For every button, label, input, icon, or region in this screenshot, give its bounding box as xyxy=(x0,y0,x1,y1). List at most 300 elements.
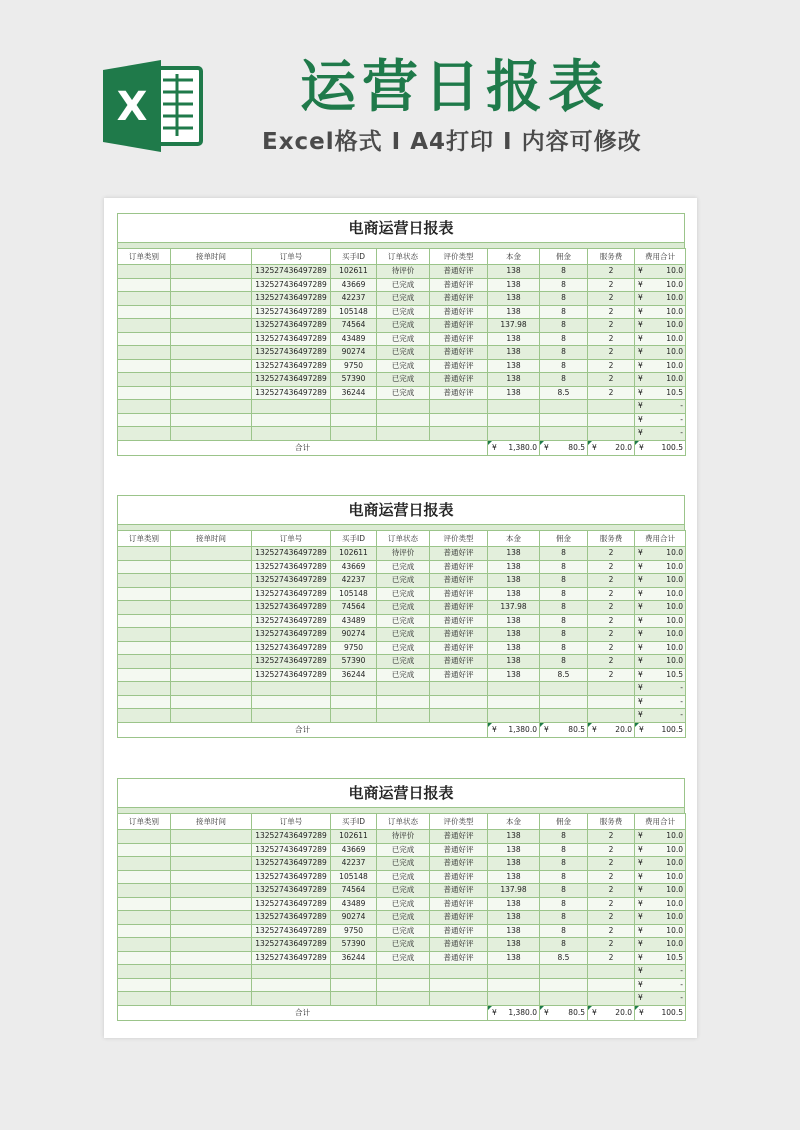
table-cell[interactable]: 普通好评 xyxy=(430,911,488,925)
table-cell[interactable] xyxy=(588,695,635,709)
table-cell[interactable] xyxy=(635,547,686,561)
table-cell[interactable] xyxy=(635,628,686,642)
table-cell[interactable] xyxy=(171,857,252,871)
table-cell[interactable] xyxy=(171,547,252,561)
table-cell[interactable]: 138 xyxy=(488,614,540,628)
table-cell[interactable] xyxy=(118,668,171,682)
table-cell[interactable] xyxy=(171,400,252,414)
table-cell[interactable] xyxy=(588,400,635,414)
table-cell[interactable]: 8 xyxy=(540,924,588,938)
table-cell[interactable] xyxy=(118,278,171,292)
table-cell[interactable] xyxy=(430,427,488,441)
table-cell[interactable] xyxy=(430,965,488,979)
table-cell[interactable]: 待评价 xyxy=(377,547,430,561)
table-cell[interactable]: 138 xyxy=(488,574,540,588)
table-cell[interactable] xyxy=(118,265,171,279)
table-cell[interactable] xyxy=(377,413,430,427)
table-cell[interactable] xyxy=(635,897,686,911)
table-cell[interactable] xyxy=(488,978,540,992)
table-cell[interactable]: 8 xyxy=(540,332,588,346)
table-cell[interactable]: 2 xyxy=(588,614,635,628)
total-commission[interactable] xyxy=(540,1005,588,1020)
table-cell[interactable]: 42237 xyxy=(331,292,377,306)
total-commission[interactable] xyxy=(540,440,588,455)
table-cell[interactable] xyxy=(118,373,171,387)
table-cell[interactable]: 137.98 xyxy=(488,601,540,615)
total-total[interactable] xyxy=(635,440,686,455)
table-cell[interactable]: 普通好评 xyxy=(430,938,488,952)
table-cell[interactable] xyxy=(488,992,540,1006)
table-cell[interactable]: 普通好评 xyxy=(430,870,488,884)
table-cell[interactable] xyxy=(252,682,331,696)
table-cell[interactable] xyxy=(377,682,430,696)
table-cell[interactable]: 132527436497289 xyxy=(252,319,331,333)
table-cell[interactable]: 138 xyxy=(488,911,540,925)
table-cell[interactable] xyxy=(331,427,377,441)
table-cell[interactable]: 138 xyxy=(488,560,540,574)
table-cell[interactable]: 138 xyxy=(488,668,540,682)
table-cell[interactable]: 8.5 xyxy=(540,951,588,965)
total-principal[interactable] xyxy=(488,722,540,737)
table-cell[interactable] xyxy=(588,992,635,1006)
table-cell[interactable]: 138 xyxy=(488,830,540,844)
total-service[interactable] xyxy=(588,1005,635,1020)
table-cell[interactable] xyxy=(635,574,686,588)
table-cell[interactable] xyxy=(635,857,686,871)
table-cell[interactable]: 8.5 xyxy=(540,386,588,400)
table-cell[interactable]: 2 xyxy=(588,305,635,319)
table-cell[interactable]: 43489 xyxy=(331,897,377,911)
table-cell[interactable]: 132527436497289 xyxy=(252,830,331,844)
table-cell[interactable] xyxy=(118,305,171,319)
table-cell[interactable]: 普通好评 xyxy=(430,830,488,844)
table-cell[interactable]: 132527436497289 xyxy=(252,614,331,628)
table-cell[interactable]: 已完成 xyxy=(377,951,430,965)
table-cell[interactable]: 9750 xyxy=(331,359,377,373)
table-cell[interactable]: 8 xyxy=(540,655,588,669)
table-cell[interactable] xyxy=(540,413,588,427)
table-cell[interactable] xyxy=(635,843,686,857)
table-cell[interactable]: 43489 xyxy=(331,332,377,346)
table-cell[interactable]: 132527436497289 xyxy=(252,668,331,682)
table-cell[interactable] xyxy=(171,614,252,628)
table-cell[interactable] xyxy=(171,884,252,898)
table-cell[interactable] xyxy=(635,265,686,279)
table-cell[interactable]: 2 xyxy=(588,897,635,911)
table-cell[interactable] xyxy=(118,843,171,857)
table-cell[interactable]: 36244 xyxy=(331,951,377,965)
table-cell[interactable]: 138 xyxy=(488,897,540,911)
table-cell[interactable] xyxy=(118,400,171,414)
table-cell[interactable]: 132527436497289 xyxy=(252,292,331,306)
table-cell[interactable]: 已完成 xyxy=(377,938,430,952)
table-cell[interactable]: 2 xyxy=(588,547,635,561)
table-cell[interactable]: 137.98 xyxy=(488,884,540,898)
table-cell[interactable]: 8 xyxy=(540,628,588,642)
table-cell[interactable]: 138 xyxy=(488,857,540,871)
table-cell[interactable]: 2 xyxy=(588,278,635,292)
table-cell[interactable]: 已完成 xyxy=(377,319,430,333)
table-cell[interactable]: 8 xyxy=(540,560,588,574)
table-cell[interactable]: 132527436497289 xyxy=(252,857,331,871)
total-service[interactable] xyxy=(588,722,635,737)
table-cell[interactable] xyxy=(377,965,430,979)
table-cell[interactable]: 普通好评 xyxy=(430,897,488,911)
table-cell[interactable] xyxy=(635,319,686,333)
table-cell[interactable]: 已完成 xyxy=(377,386,430,400)
table-cell[interactable]: 普通好评 xyxy=(430,601,488,615)
table-cell[interactable]: 普通好评 xyxy=(430,655,488,669)
table-cell[interactable] xyxy=(118,857,171,871)
table-cell[interactable] xyxy=(171,695,252,709)
table-cell[interactable]: 已完成 xyxy=(377,614,430,628)
table-cell[interactable]: 已完成 xyxy=(377,587,430,601)
table-cell[interactable] xyxy=(331,965,377,979)
table-cell[interactable] xyxy=(540,427,588,441)
table-cell[interactable] xyxy=(430,709,488,723)
table-cell[interactable]: 普通好评 xyxy=(430,628,488,642)
table-cell[interactable]: 普通好评 xyxy=(430,951,488,965)
table-cell[interactable]: 57390 xyxy=(331,655,377,669)
table-cell[interactable]: 43669 xyxy=(331,278,377,292)
table-cell[interactable]: 2 xyxy=(588,386,635,400)
table-cell[interactable] xyxy=(488,682,540,696)
table-cell[interactable] xyxy=(635,951,686,965)
table-cell[interactable] xyxy=(377,978,430,992)
table-cell[interactable] xyxy=(635,641,686,655)
table-cell[interactable]: 普通好评 xyxy=(430,305,488,319)
table-cell[interactable]: 90274 xyxy=(331,346,377,360)
table-cell[interactable] xyxy=(171,587,252,601)
table-cell[interactable] xyxy=(118,924,171,938)
table-cell[interactable] xyxy=(118,319,171,333)
total-total[interactable] xyxy=(635,1005,686,1020)
table-cell[interactable]: 已完成 xyxy=(377,278,430,292)
table-cell[interactable] xyxy=(171,413,252,427)
table-cell[interactable]: 已完成 xyxy=(377,857,430,871)
table-cell[interactable] xyxy=(171,292,252,306)
table-cell[interactable]: 138 xyxy=(488,870,540,884)
table-cell[interactable]: 8 xyxy=(540,601,588,615)
table-cell[interactable]: 132527436497289 xyxy=(252,278,331,292)
table-cell[interactable]: 8 xyxy=(540,292,588,306)
table-cell[interactable] xyxy=(171,992,252,1006)
table-cell[interactable]: 已完成 xyxy=(377,292,430,306)
table-cell[interactable]: 8 xyxy=(540,346,588,360)
table-cell[interactable] xyxy=(118,870,171,884)
table-cell[interactable] xyxy=(635,400,686,414)
table-cell[interactable] xyxy=(252,965,331,979)
table-cell[interactable] xyxy=(118,951,171,965)
table-cell[interactable] xyxy=(540,682,588,696)
table-cell[interactable] xyxy=(171,978,252,992)
table-cell[interactable]: 2 xyxy=(588,292,635,306)
table-cell[interactable] xyxy=(171,265,252,279)
table-cell[interactable] xyxy=(118,332,171,346)
table-cell[interactable] xyxy=(540,992,588,1006)
table-cell[interactable]: 2 xyxy=(588,843,635,857)
table-cell[interactable]: 138 xyxy=(488,843,540,857)
table-cell[interactable]: 8 xyxy=(540,359,588,373)
table-cell[interactable]: 90274 xyxy=(331,911,377,925)
table-cell[interactable]: 2 xyxy=(588,346,635,360)
table-cell[interactable]: 已完成 xyxy=(377,668,430,682)
table-cell[interactable]: 普通好评 xyxy=(430,843,488,857)
table-cell[interactable]: 132527436497289 xyxy=(252,386,331,400)
table-cell[interactable]: 普通好评 xyxy=(430,265,488,279)
table-cell[interactable] xyxy=(430,682,488,696)
table-cell[interactable] xyxy=(171,346,252,360)
table-cell[interactable]: 132527436497289 xyxy=(252,373,331,387)
table-cell[interactable] xyxy=(118,292,171,306)
table-cell[interactable]: 132527436497289 xyxy=(252,911,331,925)
table-cell[interactable]: 74564 xyxy=(331,884,377,898)
table-cell[interactable] xyxy=(118,386,171,400)
table-cell[interactable]: 2 xyxy=(588,587,635,601)
table-cell[interactable]: 已完成 xyxy=(377,911,430,925)
table-cell[interactable] xyxy=(635,292,686,306)
table-cell[interactable]: 8 xyxy=(540,547,588,561)
table-cell[interactable]: 8 xyxy=(540,587,588,601)
table-cell[interactable] xyxy=(171,951,252,965)
table-cell[interactable]: 132527436497289 xyxy=(252,884,331,898)
table-cell[interactable] xyxy=(635,870,686,884)
table-cell[interactable]: 普通好评 xyxy=(430,319,488,333)
table-cell[interactable]: 普通好评 xyxy=(430,857,488,871)
table-cell[interactable]: 已完成 xyxy=(377,373,430,387)
table-cell[interactable]: 8 xyxy=(540,574,588,588)
table-cell[interactable]: 8.5 xyxy=(540,668,588,682)
table-cell[interactable]: 已完成 xyxy=(377,843,430,857)
table-cell[interactable]: 2 xyxy=(588,265,635,279)
table-cell[interactable]: 132527436497289 xyxy=(252,924,331,938)
table-cell[interactable] xyxy=(331,992,377,1006)
table-cell[interactable]: 2 xyxy=(588,359,635,373)
table-cell[interactable] xyxy=(588,682,635,696)
table-cell[interactable]: 9750 xyxy=(331,924,377,938)
table-cell[interactable] xyxy=(118,628,171,642)
table-cell[interactable] xyxy=(171,278,252,292)
table-cell[interactable]: 74564 xyxy=(331,601,377,615)
table-cell[interactable]: 已完成 xyxy=(377,641,430,655)
table-cell[interactable] xyxy=(118,547,171,561)
table-cell[interactable] xyxy=(171,965,252,979)
table-cell[interactable]: 132527436497289 xyxy=(252,897,331,911)
table-cell[interactable]: 57390 xyxy=(331,938,377,952)
table-cell[interactable] xyxy=(635,332,686,346)
table-cell[interactable]: 待评价 xyxy=(377,265,430,279)
table-cell[interactable]: 普通好评 xyxy=(430,346,488,360)
table-cell[interactable] xyxy=(430,400,488,414)
table-cell[interactable] xyxy=(118,359,171,373)
table-cell[interactable] xyxy=(171,641,252,655)
table-cell[interactable]: 已完成 xyxy=(377,884,430,898)
table-cell[interactable]: 90274 xyxy=(331,628,377,642)
table-cell[interactable] xyxy=(635,938,686,952)
table-cell[interactable]: 132527436497289 xyxy=(252,601,331,615)
table-cell[interactable]: 已完成 xyxy=(377,870,430,884)
table-cell[interactable] xyxy=(118,897,171,911)
table-cell[interactable] xyxy=(171,924,252,938)
table-cell[interactable] xyxy=(488,695,540,709)
table-cell[interactable]: 132527436497289 xyxy=(252,641,331,655)
table-cell[interactable]: 105148 xyxy=(331,305,377,319)
table-cell[interactable]: 普通好评 xyxy=(430,332,488,346)
table-cell[interactable] xyxy=(635,682,686,696)
table-cell[interactable]: 普通好评 xyxy=(430,668,488,682)
table-cell[interactable]: 132527436497289 xyxy=(252,305,331,319)
table-cell[interactable]: 普通好评 xyxy=(430,278,488,292)
table-cell[interactable] xyxy=(171,938,252,952)
table-cell[interactable] xyxy=(377,400,430,414)
table-cell[interactable] xyxy=(635,305,686,319)
table-cell[interactable] xyxy=(635,965,686,979)
table-cell[interactable] xyxy=(331,400,377,414)
table-cell[interactable] xyxy=(171,843,252,857)
table-cell[interactable] xyxy=(171,332,252,346)
table-cell[interactable]: 8 xyxy=(540,319,588,333)
table-cell[interactable]: 8 xyxy=(540,857,588,871)
table-cell[interactable] xyxy=(118,911,171,925)
table-cell[interactable] xyxy=(118,978,171,992)
table-cell[interactable]: 2 xyxy=(588,628,635,642)
total-principal[interactable] xyxy=(488,440,540,455)
table-cell[interactable] xyxy=(171,870,252,884)
table-cell[interactable] xyxy=(252,413,331,427)
table-cell[interactable]: 普通好评 xyxy=(430,641,488,655)
table-cell[interactable] xyxy=(488,427,540,441)
table-cell[interactable] xyxy=(635,695,686,709)
table-cell[interactable] xyxy=(635,560,686,574)
table-cell[interactable] xyxy=(635,992,686,1006)
table-cell[interactable] xyxy=(635,655,686,669)
table-cell[interactable] xyxy=(635,373,686,387)
table-cell[interactable]: 138 xyxy=(488,373,540,387)
table-cell[interactable] xyxy=(171,897,252,911)
table-cell[interactable] xyxy=(171,668,252,682)
table-cell[interactable] xyxy=(171,305,252,319)
table-cell[interactable]: 138 xyxy=(488,587,540,601)
table-cell[interactable]: 已完成 xyxy=(377,346,430,360)
table-cell[interactable] xyxy=(252,400,331,414)
table-cell[interactable]: 2 xyxy=(588,830,635,844)
table-cell[interactable]: 138 xyxy=(488,547,540,561)
table-cell[interactable]: 132527436497289 xyxy=(252,359,331,373)
table-cell[interactable] xyxy=(588,709,635,723)
table-cell[interactable]: 8 xyxy=(540,884,588,898)
table-cell[interactable]: 已完成 xyxy=(377,897,430,911)
table-cell[interactable]: 待评价 xyxy=(377,830,430,844)
table-cell[interactable] xyxy=(171,560,252,574)
table-cell[interactable]: 8 xyxy=(540,305,588,319)
table-cell[interactable]: 9750 xyxy=(331,641,377,655)
table-cell[interactable] xyxy=(118,641,171,655)
table-cell[interactable] xyxy=(635,413,686,427)
total-total[interactable] xyxy=(635,722,686,737)
table-cell[interactable]: 132527436497289 xyxy=(252,332,331,346)
table-cell[interactable]: 132527436497289 xyxy=(252,265,331,279)
table-cell[interactable]: 74564 xyxy=(331,319,377,333)
table-cell[interactable] xyxy=(171,830,252,844)
table-cell[interactable]: 138 xyxy=(488,359,540,373)
table-cell[interactable]: 138 xyxy=(488,628,540,642)
table-cell[interactable] xyxy=(331,709,377,723)
table-cell[interactable] xyxy=(118,709,171,723)
table-cell[interactable]: 42237 xyxy=(331,857,377,871)
table-cell[interactable]: 普通好评 xyxy=(430,560,488,574)
table-cell[interactable]: 2 xyxy=(588,857,635,871)
table-cell[interactable]: 132527436497289 xyxy=(252,628,331,642)
table-cell[interactable]: 138 xyxy=(488,951,540,965)
table-cell[interactable] xyxy=(635,830,686,844)
table-cell[interactable] xyxy=(252,978,331,992)
table-cell[interactable] xyxy=(252,427,331,441)
table-cell[interactable] xyxy=(171,319,252,333)
table-cell[interactable] xyxy=(377,992,430,1006)
table-cell[interactable] xyxy=(171,359,252,373)
table-cell[interactable]: 8 xyxy=(540,870,588,884)
table-cell[interactable]: 43669 xyxy=(331,843,377,857)
table-cell[interactable]: 43669 xyxy=(331,560,377,574)
table-cell[interactable]: 8 xyxy=(540,938,588,952)
table-cell[interactable]: 普通好评 xyxy=(430,359,488,373)
table-cell[interactable]: 8 xyxy=(540,843,588,857)
table-cell[interactable]: 2 xyxy=(588,332,635,346)
table-cell[interactable] xyxy=(171,655,252,669)
table-cell[interactable] xyxy=(171,601,252,615)
table-cell[interactable]: 8 xyxy=(540,897,588,911)
table-cell[interactable]: 132527436497289 xyxy=(252,547,331,561)
table-cell[interactable]: 138 xyxy=(488,655,540,669)
table-cell[interactable]: 2 xyxy=(588,911,635,925)
table-cell[interactable] xyxy=(118,614,171,628)
table-cell[interactable] xyxy=(118,992,171,1006)
table-cell[interactable]: 42237 xyxy=(331,574,377,588)
table-cell[interactable] xyxy=(588,427,635,441)
table-cell[interactable]: 138 xyxy=(488,924,540,938)
table-cell[interactable] xyxy=(331,413,377,427)
table-cell[interactable]: 2 xyxy=(588,870,635,884)
table-cell[interactable] xyxy=(377,709,430,723)
table-cell[interactable]: 138 xyxy=(488,346,540,360)
table-cell[interactable]: 8 xyxy=(540,911,588,925)
table-cell[interactable] xyxy=(635,359,686,373)
table-cell[interactable]: 132527436497289 xyxy=(252,951,331,965)
table-cell[interactable] xyxy=(171,709,252,723)
table-cell[interactable] xyxy=(635,978,686,992)
table-cell[interactable] xyxy=(118,938,171,952)
table-cell[interactable]: 138 xyxy=(488,278,540,292)
table-cell[interactable]: 138 xyxy=(488,305,540,319)
table-cell[interactable]: 105148 xyxy=(331,870,377,884)
table-cell[interactable] xyxy=(118,560,171,574)
table-cell[interactable]: 138 xyxy=(488,332,540,346)
table-cell[interactable]: 2 xyxy=(588,574,635,588)
table-cell[interactable]: 已完成 xyxy=(377,601,430,615)
table-cell[interactable]: 普通好评 xyxy=(430,547,488,561)
table-cell[interactable]: 已完成 xyxy=(377,628,430,642)
table-cell[interactable] xyxy=(635,884,686,898)
table-cell[interactable]: 2 xyxy=(588,560,635,574)
table-cell[interactable] xyxy=(635,278,686,292)
table-cell[interactable] xyxy=(430,695,488,709)
table-cell[interactable] xyxy=(331,978,377,992)
table-cell[interactable]: 132527436497289 xyxy=(252,587,331,601)
table-cell[interactable] xyxy=(588,965,635,979)
table-cell[interactable]: 132527436497289 xyxy=(252,574,331,588)
table-cell[interactable] xyxy=(118,884,171,898)
table-cell[interactable] xyxy=(118,655,171,669)
